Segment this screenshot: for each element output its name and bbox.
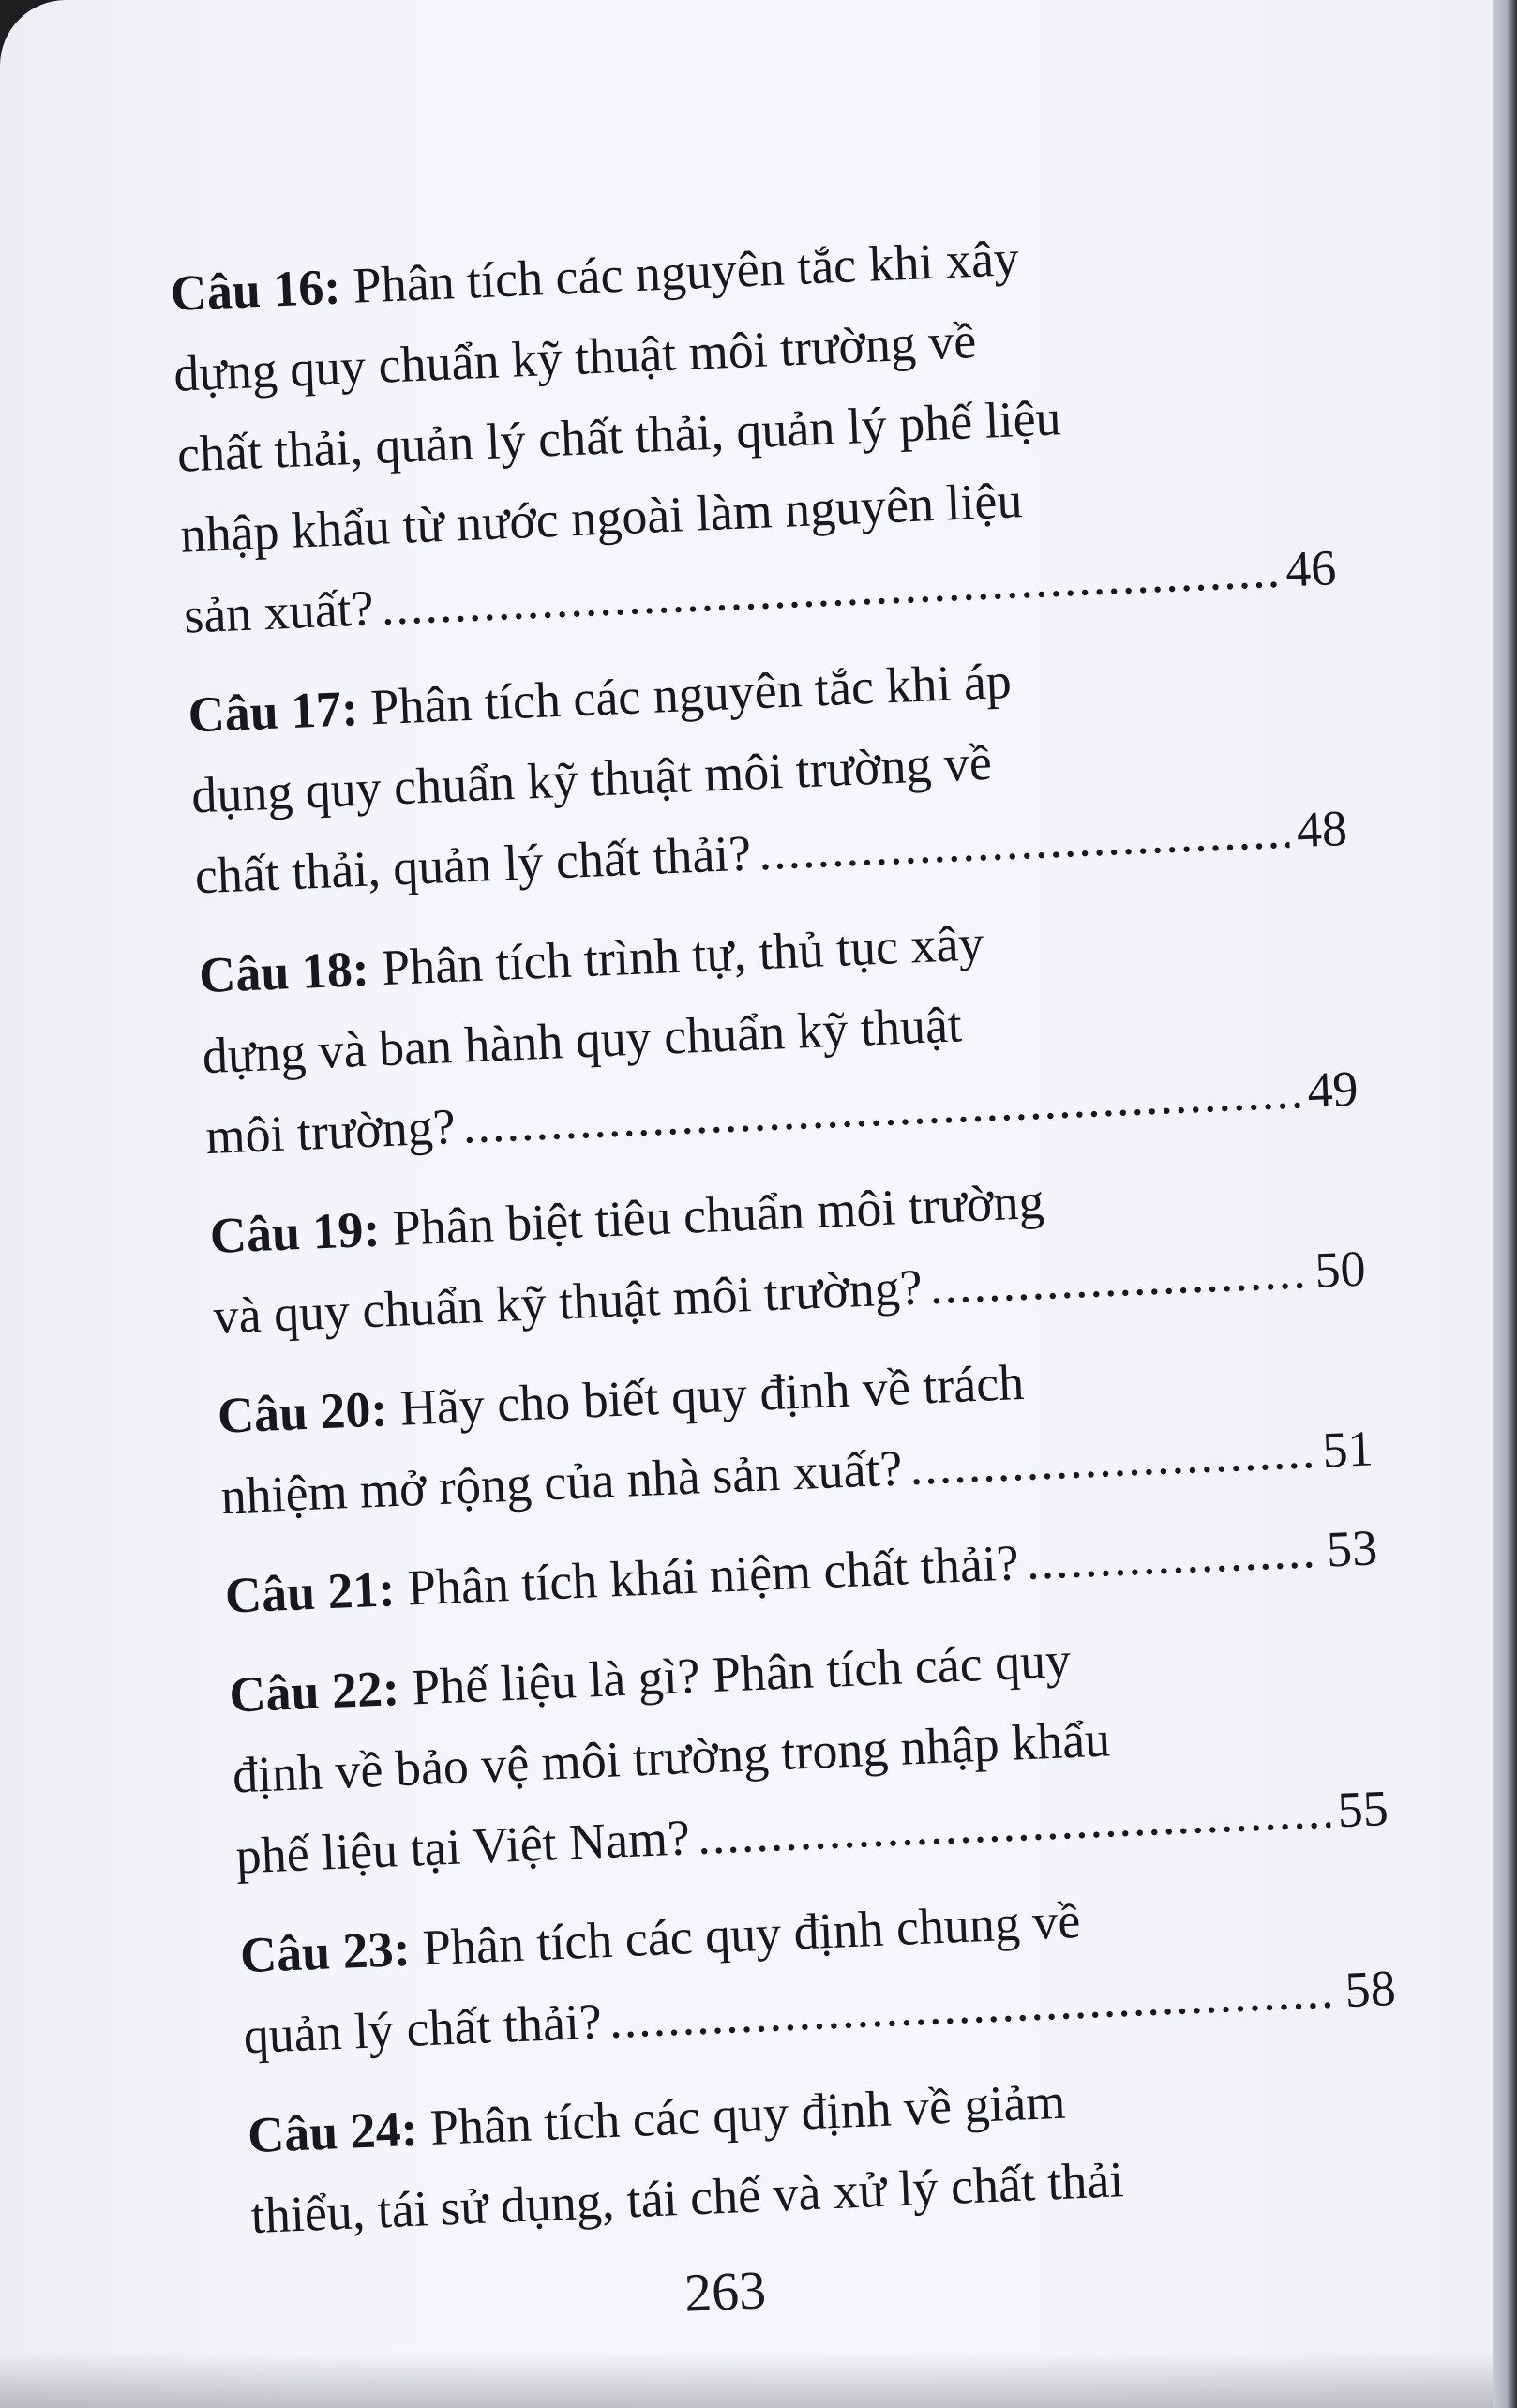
entry-page-number: 58 bbox=[1344, 1959, 1397, 2019]
entry-text-line: dựng quy chuẩn kỹ thuật môi trường về bbox=[173, 312, 978, 402]
dot-leader bbox=[1025, 1510, 1321, 1603]
entry-page-number: 50 bbox=[1314, 1240, 1367, 1299]
entry-text-line: Phân tích các quy định về giảm bbox=[428, 2072, 1067, 2157]
entry-label: Câu 23: bbox=[238, 1919, 412, 1984]
entry-label: Câu 21: bbox=[223, 1560, 397, 1624]
entry-text-line: Hãy cho biết quy định về trách bbox=[398, 1353, 1026, 1437]
entry-page-number: 48 bbox=[1295, 799, 1349, 859]
entry-page-number: 51 bbox=[1321, 1420, 1374, 1479]
toc-entry-20 bbox=[216, 1327, 1374, 1536]
table-of-contents bbox=[169, 204, 1405, 2275]
entry-page-number: 55 bbox=[1336, 1780, 1389, 1839]
entry-label: Câu 22: bbox=[228, 1660, 401, 1723]
entry-text-line: Phân tích khái niệm chất thải? bbox=[406, 1534, 1020, 1617]
toc-entry-16 bbox=[169, 204, 1338, 655]
entry-label: Câu 17: bbox=[187, 679, 360, 744]
entry-text-line: Phân biệt tiêu chuẩn môi trường bbox=[391, 1172, 1045, 1257]
entry-text-line: Phân tích các nguyên tắc khi xây bbox=[352, 230, 1021, 314]
entry-text-line: Phế liệu là gì? Phân tích các quy bbox=[411, 1632, 1073, 1716]
entry-text-line: dụng quy chuẩn kỹ thuật môi trường về bbox=[189, 733, 993, 824]
toc-entry-23 bbox=[238, 1867, 1397, 2076]
entry-text-line: và quy chuẩn kỹ thuật môi trường? bbox=[212, 1258, 924, 1345]
entry-text-line: Phân tích trình tự, thủ tục xây bbox=[380, 914, 985, 997]
toc-entry-18 bbox=[197, 887, 1359, 1177]
page-number: 263 bbox=[683, 2259, 768, 2324]
entry-text-line: nhiệm mở rộng của nhà sản xuất? bbox=[219, 1439, 904, 1525]
toc-entry-24 bbox=[246, 2047, 1404, 2256]
entry-label: Câu 19: bbox=[208, 1200, 382, 1265]
toc-entry-22 bbox=[228, 1606, 1390, 1896]
dot-leader bbox=[908, 1410, 1316, 1508]
toc-entry-19 bbox=[208, 1148, 1367, 1357]
entry-label: Câu 24: bbox=[246, 2099, 419, 2164]
entry-label: Câu 18: bbox=[198, 940, 370, 1004]
entry-label: Câu 16: bbox=[169, 258, 342, 322]
entry-text-line: chất thải, quản lý chất thải, quản lý phế liệu bbox=[175, 389, 1062, 483]
entry-text-line: Phân tích các nguyên tắc khi áp bbox=[369, 652, 1013, 736]
entry-text-line: sản xuất? bbox=[182, 579, 375, 644]
entry-text-line: quản lý chất thải? bbox=[242, 1993, 603, 2065]
entry-text-line: dựng và ban hành quy chuẩn kỹ thuật bbox=[201, 996, 964, 1085]
entry-label: Câu 20: bbox=[216, 1380, 389, 1444]
entry-text-line: thiểu, tái sử dụng, tái chế và xử lý chất thải bbox=[249, 2151, 1125, 2245]
entry-page-number: 46 bbox=[1284, 539, 1338, 598]
toc-entry-17 bbox=[187, 626, 1349, 916]
entry-text-line: phế liệu tại Việt Nam? bbox=[234, 1809, 692, 1885]
entry-text-line: chất thải, quản lý chất thải? bbox=[193, 824, 753, 905]
book-edge bbox=[1493, 0, 1517, 2408]
entry-text-line: môi trường? bbox=[204, 1098, 457, 1166]
entry-page-number: 49 bbox=[1306, 1060, 1359, 1119]
entry-page-number: 53 bbox=[1325, 1519, 1379, 1578]
entry-text-line: Phân tích các quy định chung về bbox=[421, 1891, 1082, 1977]
dot-leader bbox=[928, 1230, 1310, 1327]
page-bottom-shadow bbox=[0, 2352, 1493, 2408]
entry-text-line: nhập khẩu từ nước ngoài làm nguyên liệu bbox=[179, 472, 1024, 564]
entry-text-line: định về bảo vệ môi trường trong nhập khẩu bbox=[231, 1710, 1112, 1804]
